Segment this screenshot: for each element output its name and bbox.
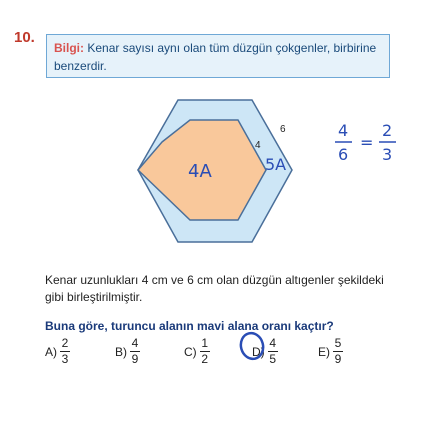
option-d-num: 4	[269, 336, 277, 350]
option-a-num: 2	[61, 336, 69, 350]
blue-area-label: 5A	[265, 155, 287, 174]
option-d-den: 5	[269, 352, 277, 366]
option-c-num: 1	[201, 336, 209, 350]
note-lhs-num: 4	[338, 121, 349, 140]
option-e-letter: E)	[318, 344, 330, 359]
option-d-letter: D)	[252, 344, 265, 359]
option-c[interactable]	[184, 337, 210, 366]
option-c-den: 2	[201, 352, 209, 366]
question-text: Buna göre, turuncu alanın mavi alana oranı kaçtır?	[45, 319, 334, 333]
info-text: Kenar sayısı aynı olan tüm düzgün çokgenler, birbirine benzerdir.	[54, 41, 377, 73]
option-e[interactable]	[318, 337, 343, 366]
problem-statement: Kenar uzunlukları 4 cm ve 6 cm olan düzgün altıgenler şekildeki gibi birleştirilmiştir.	[45, 273, 384, 304]
inner-side-label: 4	[255, 140, 261, 151]
option-b-letter: B)	[115, 344, 127, 359]
option-b-num: 4	[131, 336, 139, 350]
option-a-den: 3	[61, 352, 69, 366]
handwritten-ratio-note	[330, 118, 410, 168]
note-rhs-den: 3	[382, 145, 393, 164]
option-a[interactable]	[45, 337, 70, 366]
option-b[interactable]	[115, 337, 140, 366]
option-e-num: 5	[334, 336, 342, 350]
info-label: Bilgi:	[54, 41, 84, 55]
option-e-den: 9	[334, 352, 342, 366]
note-lhs-den: 6	[338, 145, 349, 164]
note-rhs-num: 2	[382, 121, 393, 140]
orange-area-label: 4A	[188, 161, 212, 182]
question-number: 10.	[14, 29, 35, 46]
info-box	[46, 34, 390, 78]
outer-side-label: 6	[280, 124, 286, 135]
handwritten-answer-circle-icon	[238, 330, 268, 362]
option-c-letter: C)	[184, 344, 197, 359]
option-a-letter: A)	[45, 344, 57, 359]
hexagon-figure	[120, 92, 310, 252]
option-b-den: 9	[131, 352, 139, 366]
note-equals: =	[360, 133, 374, 152]
